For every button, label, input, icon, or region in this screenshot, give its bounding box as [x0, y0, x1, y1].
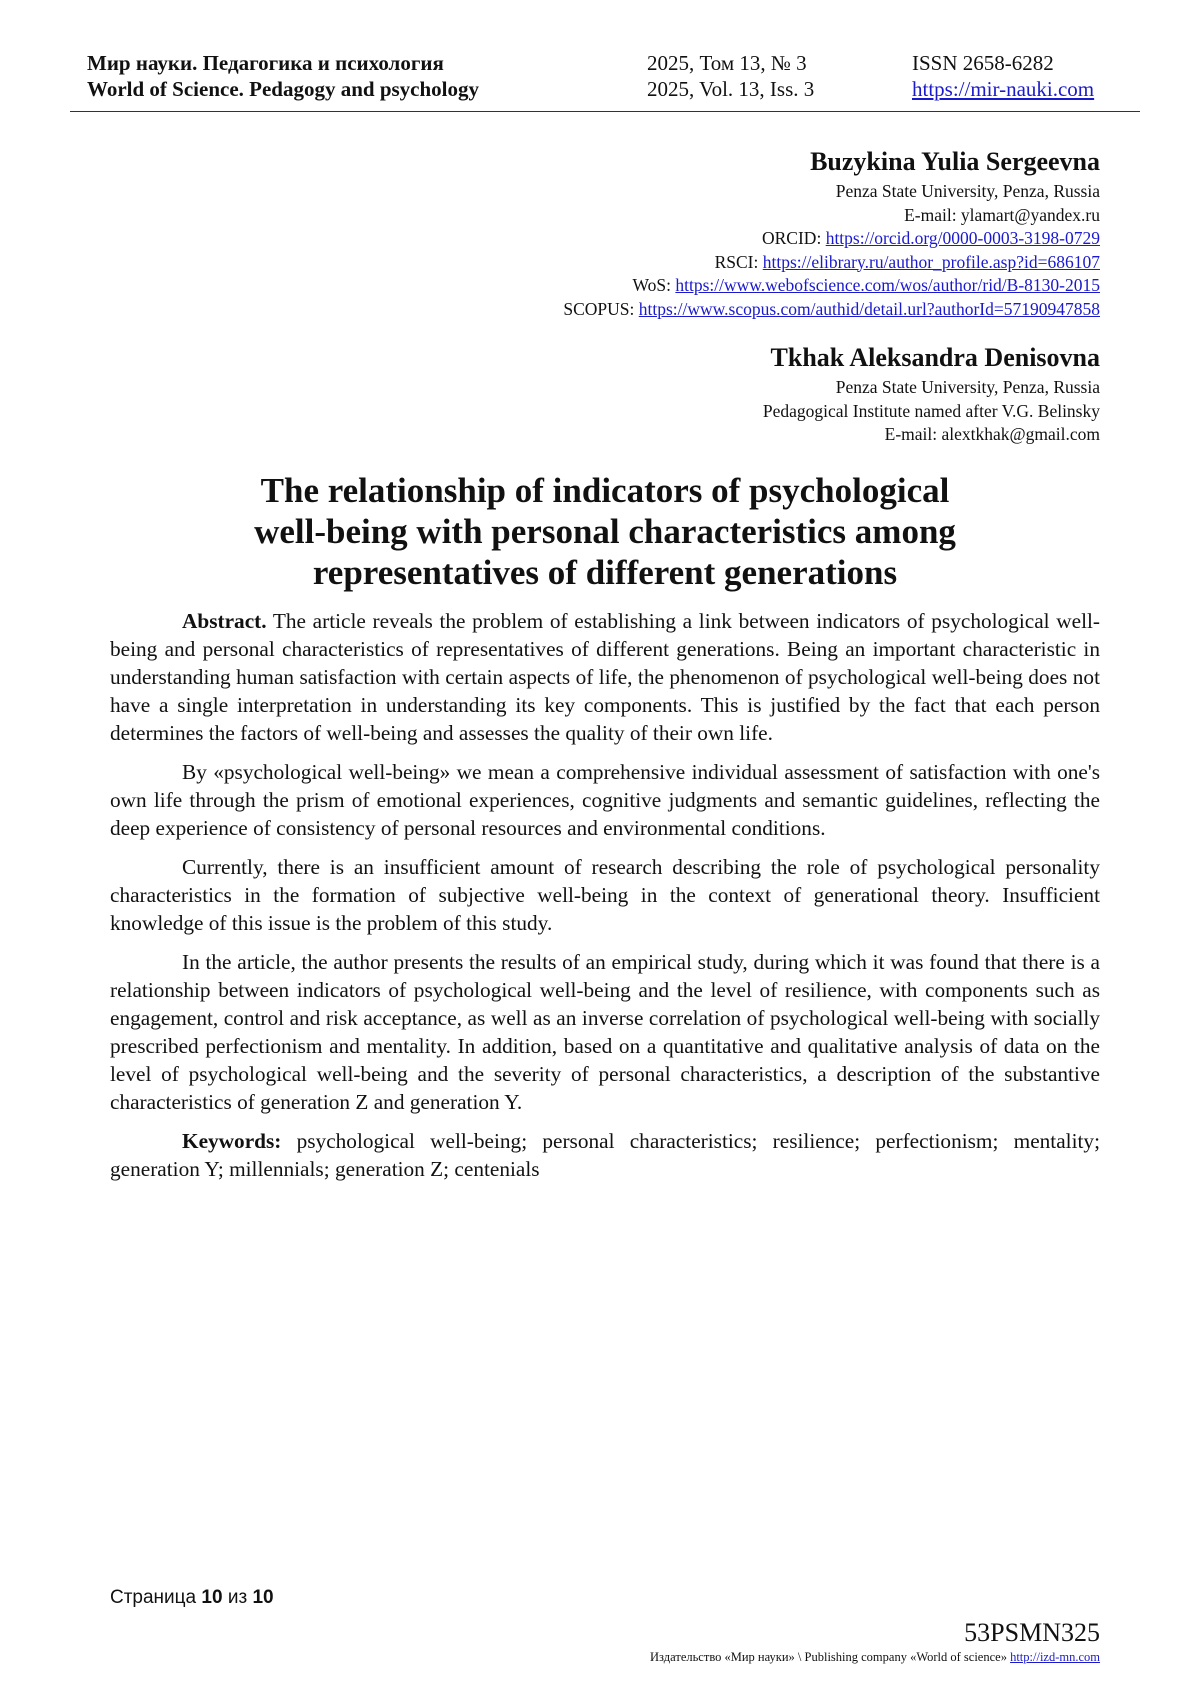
abstract-paragraph: [110, 607, 1100, 747]
issue-info-ru: 2025, Том 13, № 3: [647, 51, 807, 75]
abstract-paragraph: In the article, the author presents the results of an empirical study, during which it was found that there is a relationship between indicators of psychological well-being and the level of resilience, with components such as engagement, control and risk acceptance, as well as an inverse correlation of psychological well-being with socially prescribed perfectionism and mentality. In addition, based on a quantitative and qualitative analysis of data on the level of psychological well-being and the severity of personal characteristics, a description of the substantive characteristics of generation Z and generation Y.: [110, 950, 1100, 1114]
page-middle: из: [222, 1587, 253, 1608]
abstract-label: Abstract.: [182, 609, 267, 633]
keywords-paragraph: [110, 1127, 1100, 1183]
page-number: [110, 1587, 274, 1609]
orcid-label: ORCID:: [762, 228, 822, 248]
header-divider: [70, 111, 1140, 112]
keywords-label: Keywords:: [182, 1129, 282, 1153]
keywords-text: psychological well-being; personal characteristics; resilience; perfectionism; mentality; generation Y; millennials; generation Z; centenials: [110, 1129, 1100, 1181]
publisher-link[interactable]: http://izd-mn.com: [1010, 1650, 1100, 1664]
author-affiliation: Penza State University, Penza, Russia: [835, 181, 1100, 201]
issue-info: [647, 50, 814, 102]
abstract-text: The article reveals the problem of establishing a link between indicators of psychological well-being and personal characteristics of representatives of different generations. Being an important characteristic in understanding human satisfaction with certain aspects of life, the phenomenon of psychological well-being does not have a single interpretation in understanding its key components. This is justified by the fact that each person determines the factors of well-being and assesses the quality of their own life.: [110, 609, 1100, 745]
publisher-text: Издательство «Мир науки» \ Publishing company «World of science»: [650, 1650, 1011, 1664]
scopus-line: [563, 298, 1100, 322]
rsci-label: RSCI:: [714, 251, 759, 272]
abstract-paragraph: By «psychological well-being» we mean a comprehensive individual assessment of satisfaction with one's own life through the prism of emotional experiences, cognitive judgments and semantic guidelines, reflecting the deep experience of consistency of personal resources and environmental conditions.: [110, 760, 1100, 840]
author-affiliation: Penza State University, Penza, Russia: [835, 377, 1100, 397]
author-name: Tkhak Aleksandra Denisovna: [770, 343, 1100, 372]
author-block-1: [563, 146, 1100, 321]
title-line: The relationship of indicators of psychological: [260, 471, 950, 510]
issn-block: [912, 50, 1094, 102]
journal-title-en: World of Science. Pedagogy and psychology: [87, 77, 480, 101]
page-current: 10: [201, 1587, 223, 1608]
scopus-link[interactable]: https://www.scopus.com/authid/detail.url?authorId=57190947858: [638, 298, 1100, 319]
rsci-line: [563, 251, 1100, 275]
page-total: 10: [252, 1587, 274, 1608]
abstract-section: [110, 607, 1100, 1194]
scopus-label: SCOPUS:: [563, 298, 635, 319]
issn: ISSN 2658-6282: [912, 51, 1054, 75]
wos-line: [563, 274, 1100, 298]
publisher-line: [650, 1650, 1100, 1665]
author-block-2: [763, 342, 1100, 447]
author-email: E-mail: alextkhak@gmail.com: [884, 424, 1100, 444]
orcid-link[interactable]: https://orcid.org/0000-0003-3198-0729: [825, 228, 1100, 248]
abstract-paragraph: Currently, there is an insufficient amount of research describing the role of psychological personality characteristics in the formation of subjective well-being in the context of generational theory. Insufficient knowledge of this issue is the problem of this study.: [110, 855, 1100, 935]
wos-link[interactable]: https://www.webofscience.com/wos/author/rid/B-8130-2015: [675, 275, 1100, 295]
title-line: representatives of different generations: [312, 553, 898, 592]
page-prefix: Страница: [110, 1587, 202, 1608]
author-name: Buzykina Yulia Sergeevna: [810, 147, 1100, 176]
issue-info-en: 2025, Vol. 13, Iss. 3: [647, 77, 815, 101]
wos-label: WoS:: [632, 275, 671, 295]
author-affiliation: Pedagogical Institute named after V.G. Belinsky: [762, 400, 1100, 421]
article-code: 53PSMN325: [964, 1618, 1100, 1647]
website-link[interactable]: https://mir-nauki.com: [912, 77, 1095, 101]
journal-title-ru: Мир науки. Педагогика и психология: [87, 51, 444, 75]
author-email: E-mail: ylamart@yandex.ru: [904, 204, 1100, 225]
orcid-line: [563, 227, 1100, 251]
rsci-link[interactable]: https://elibrary.ru/author_profile.asp?id=686107: [762, 251, 1100, 272]
journal-title: [87, 50, 479, 102]
title-line: well-being with personal characteristics among: [254, 512, 956, 551]
article-title: [110, 470, 1100, 593]
